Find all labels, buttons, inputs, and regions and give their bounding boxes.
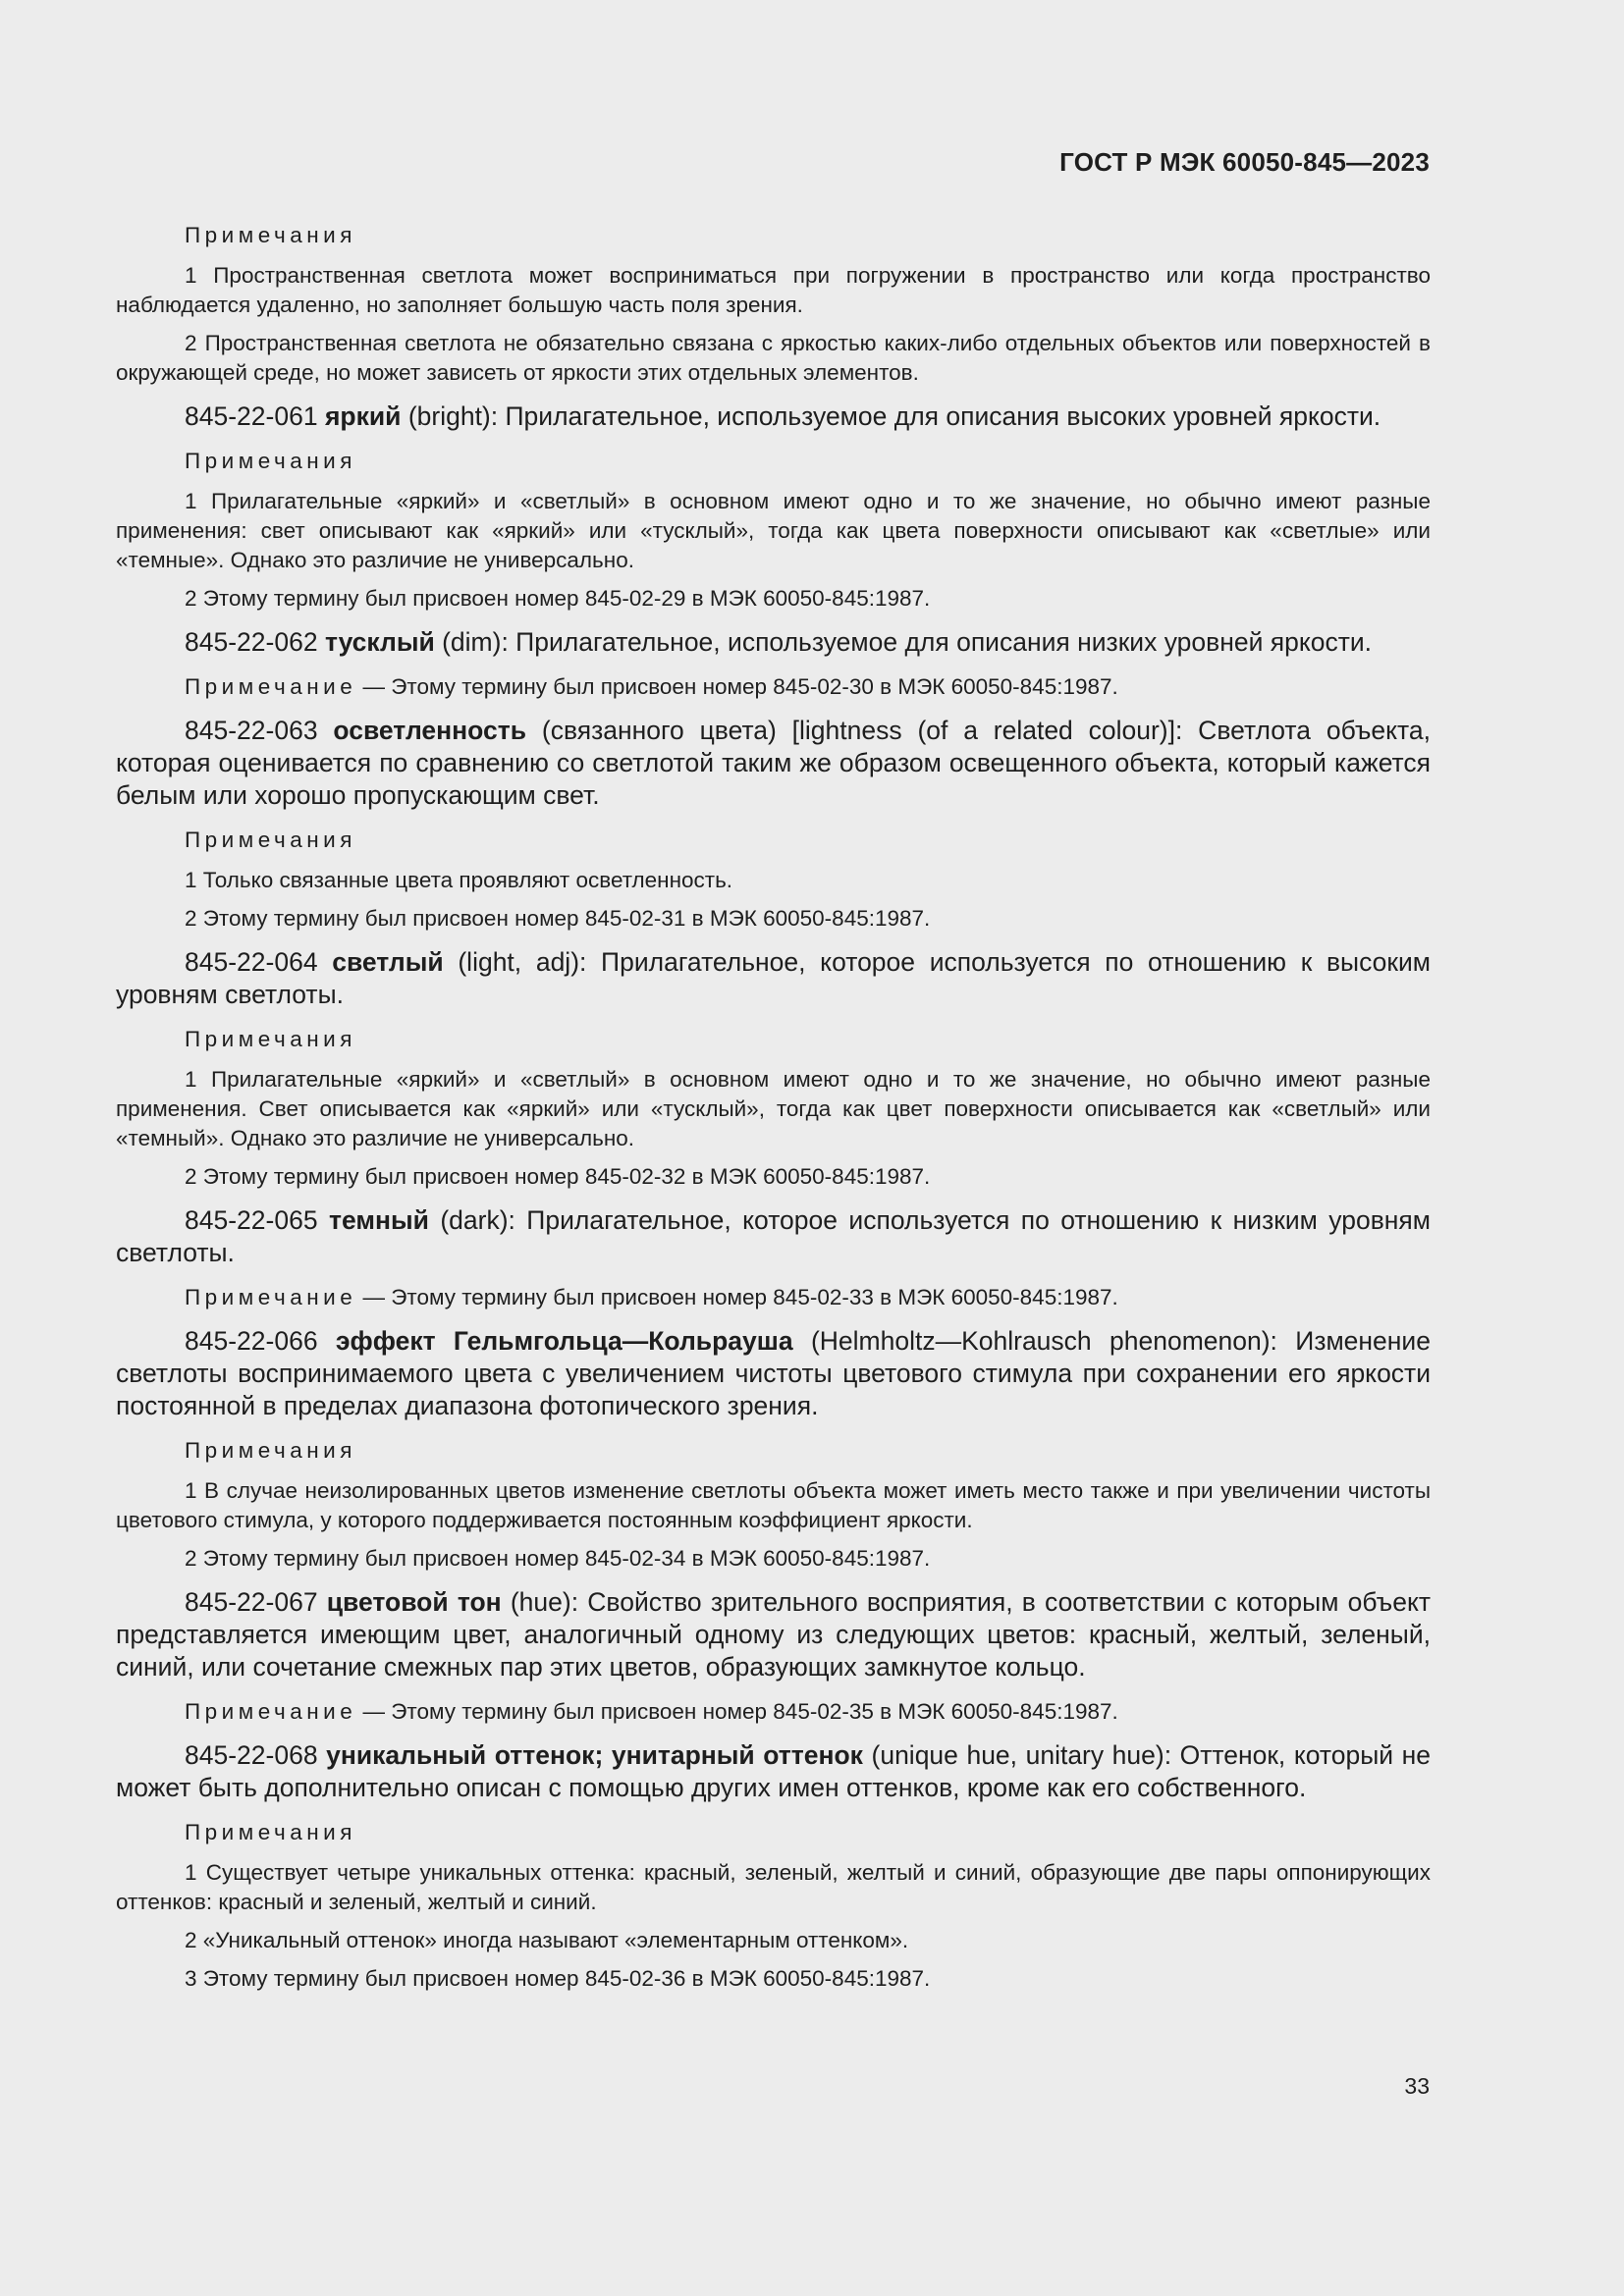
term-entry	[116, 1739, 1431, 1994]
term-number: 845-22-067	[185, 1587, 318, 1617]
term-entry	[116, 1586, 1431, 1727]
page-number: 33	[1404, 2073, 1430, 2099]
term-number: 845-22-061	[185, 401, 318, 431]
term-description: (bright): Прилагательное, используемое для описания высоких уровней яркости.	[407, 401, 1381, 431]
term-definition	[116, 946, 1431, 1011]
term-definition	[116, 400, 1431, 433]
note-paragraph: 2 Этому термину был присвоен номер 845-02-32 в МЭК 60050-845:1987.	[185, 1164, 931, 1189]
note-paragraph: 2 Этому термину был присвоен номер 845-02-34 в МЭК 60050-845:1987.	[185, 1546, 931, 1571]
term-definition	[116, 1586, 1431, 1683]
term-description: (hue): Свойство зрительного восприятия, в соответствии с которым объект представляется имеющим цвет, аналогичный одному из следующих цветов: красный, желтый, зеленый, синий, или сочетание смежных пар этих цветов, образующих замкнутое кольцо.	[116, 1587, 1431, 1682]
term-description: (связанного цвета) [lightness (of a related colour)]: Светлота объекта, которая оценивается по сравнению со светлотой таким же образом освещенного объекта, который кажется белым или хорошо пропускающим свет.	[116, 716, 1432, 810]
note-text: Этому термину был присвоен номер 845-02-35 в МЭК 60050-845:1987.	[391, 1699, 1118, 1724]
term-definition	[116, 1325, 1431, 1422]
term-name: светлый	[332, 947, 444, 977]
term-number: 845-22-062	[185, 627, 318, 657]
term-definition	[116, 626, 1431, 659]
note-paragraph: 2 Этому термину был присвоен номер 845-02-29 в МЭК 60050-845:1987.	[185, 586, 931, 611]
term-definition	[116, 715, 1431, 812]
single-note	[116, 672, 1431, 702]
term-definition	[116, 1739, 1431, 1804]
notes-heading: Примечания	[185, 1027, 356, 1051]
note-paragraph: 1 Существует четыре уникальных оттенка: красный, зеленый, желтый и синий, образующие две пары оппонирующих оттенков: красный и зеленый, желтый и синий.	[116, 1860, 1431, 1914]
note-paragraph: 1 Пространственная светлота может восприниматься при погружении в пространство или когда пространство наблюдается удаленно, но заполняет большую часть поля зрения.	[116, 263, 1431, 317]
term-entry	[116, 1325, 1431, 1574]
term-name: яркий	[324, 401, 402, 431]
note-paragraph: 1 В случае неизолированных цветов изменение светлоты объекта может иметь место также и при увеличении чистоты цветового стимула, у которого поддерживается постоянным коэффициент яркости.	[116, 1478, 1431, 1532]
notes-heading: Примечания	[185, 1820, 356, 1844]
term-entry	[116, 715, 1431, 934]
note-label: Примечание	[185, 1285, 357, 1309]
note-text: Этому термину был присвоен номер 845-02-33 в МЭК 60050-845:1987.	[391, 1285, 1118, 1309]
note-dash: —	[356, 1285, 392, 1309]
term-description: (light, adj): Прилагательное, которое используется по отношению к высоким уровням светлоты.	[116, 947, 1431, 1009]
note-paragraph: 2 Пространственная светлота не обязательно связана с яркостью каких-либо отдельных объектов или поверхностей в окружающей среде, но может зависеть от яркости этих отдельных элементов.	[116, 331, 1431, 385]
term-description: (dark): Прилагательное, которое используется по отношению к низким уровням светлоты.	[116, 1205, 1431, 1267]
term-number: 845-22-068	[185, 1740, 318, 1770]
single-note	[116, 1697, 1431, 1727]
term-description: (dim): Прилагательное, используемое для описания низких уровней яркости.	[442, 627, 1373, 657]
term-name: темный	[328, 1205, 429, 1235]
note-paragraph: 1 Прилагательные «яркий» и «светлый» в основном имеют одно и то же значение, но обычно имеют разные применения. Свет описывается как «яркий» или «тусклый», тогда как цвет поверхности описывается как «светлый» или «темный». Однако это различие не универсально.	[116, 1067, 1431, 1150]
term-entry	[116, 1204, 1431, 1312]
lead-notes-block	[116, 221, 1431, 388]
notes-heading: Примечания	[185, 1438, 356, 1463]
note-label: Примечание	[185, 674, 357, 699]
notes-heading: Примечания	[185, 449, 356, 473]
term-entry	[116, 946, 1431, 1192]
note-paragraph: 1 Только связанные цвета проявляют осветленность.	[185, 868, 733, 892]
notes-heading: Примечания	[185, 223, 356, 247]
term-name: эффект Гельмгольца—Кольрауша	[335, 1326, 793, 1356]
term-number: 845-22-064	[185, 947, 318, 977]
notes-heading: Примечания	[185, 828, 356, 852]
term-description: (unique hue, unitary hue): Оттенок, который не может быть дополнительно описан с помощью других имен оттенков, кроме как его собственного.	[116, 1740, 1431, 1802]
term-description: (Helmholtz—Kohlrausch phenomenon): Изменение светлоты воспринимаемого цвета с увеличением чистоты цветового стимула при сохранении его яркости постоянной в пределах диапазона фотопического зрения.	[116, 1326, 1431, 1420]
document-body	[116, 221, 1431, 2002]
term-name: уникальный оттенок; унитарный оттенок	[326, 1740, 863, 1770]
note-paragraph: 1 Прилагательные «яркий» и «светлый» в основном имеют одно и то же значение, но обычно имеют разные применения: свет описывают как «яркий» или «тусклый», тогда как цвета поверхности описывают как «светлые» или «темные». Однако это различие не универсально.	[116, 489, 1431, 572]
note-dash: —	[356, 1699, 392, 1724]
term-number: 845-22-063	[185, 716, 318, 745]
note-paragraph: 3 Этому термину был присвоен номер 845-02-36 в МЭК 60050-845:1987.	[185, 1966, 931, 1991]
term-entry	[116, 626, 1431, 702]
term-number: 845-22-066	[185, 1326, 318, 1356]
term-name: цветовой тон	[326, 1587, 502, 1617]
document-header: ГОСТ Р МЭК 60050-845—2023	[1059, 147, 1430, 177]
term-name: тусклый	[324, 627, 435, 657]
note-label: Примечание	[185, 1699, 357, 1724]
term-name: осветленность	[333, 716, 527, 745]
note-text: Этому термину был присвоен номер 845-02-30 в МЭК 60050-845:1987.	[391, 674, 1118, 699]
note-paragraph: 2 «Уникальный оттенок» иногда называют «элементарным оттенком».	[185, 1928, 909, 1952]
note-paragraph: 2 Этому термину был присвоен номер 845-02-31 в МЭК 60050-845:1987.	[185, 906, 931, 931]
term-number: 845-22-065	[185, 1205, 318, 1235]
single-note	[116, 1283, 1431, 1312]
term-entry	[116, 400, 1431, 614]
note-dash: —	[356, 674, 392, 699]
term-definition	[116, 1204, 1431, 1269]
